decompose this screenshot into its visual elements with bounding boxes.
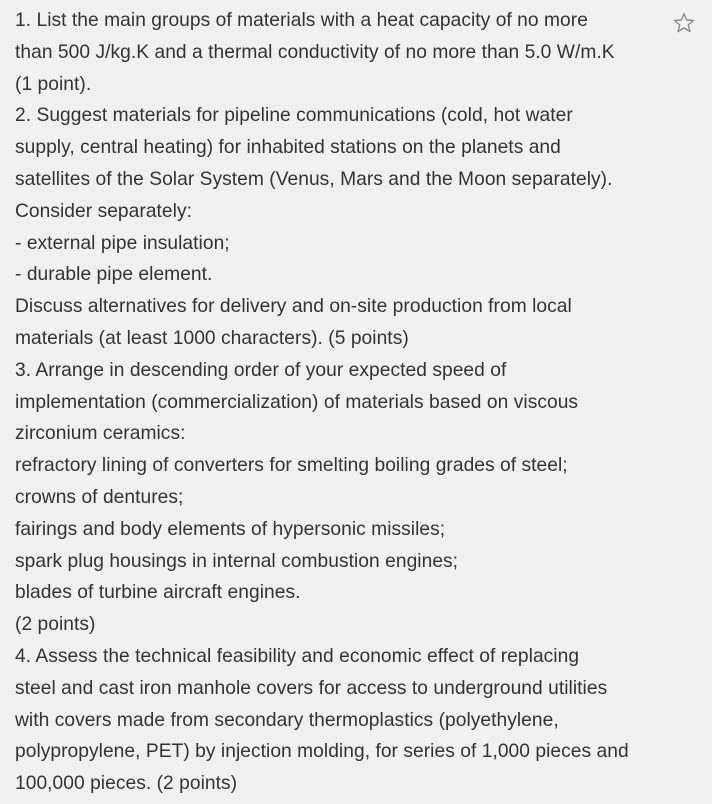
- text-line: supply, central heating) for inhabited stations on the planets and: [15, 137, 561, 159]
- text-line: 100,000 pieces. (2 points): [15, 773, 238, 795]
- text-line: Consider separately:: [15, 200, 192, 222]
- text-line: with covers made from secondary thermoplastics (polyethylene,: [15, 709, 559, 731]
- text-line: polypropylene, PET) by injection molding, for series of 1,000 pieces and: [15, 741, 629, 763]
- text-line: 1. List the main groups of materials with a heat capacity of no more: [15, 10, 588, 31]
- text-line: 4. Assess the technical feasibility and economic effect of replacing: [15, 645, 580, 667]
- text-line: than 500 J/kg.K and a thermal conductivity of no more than 5.0 W/m.K: [15, 41, 615, 63]
- text-line: crowns of dentures;: [15, 486, 184, 508]
- text-line: satellites of the Solar System (Venus, Mars and the Moon separately).: [15, 168, 613, 190]
- text-line: (1 point).: [15, 73, 92, 95]
- text-line: zirconium ceramics:: [15, 423, 186, 445]
- text-line: (2 points): [15, 614, 96, 636]
- text-line: blades of turbine aircraft engines.: [15, 582, 301, 604]
- text-line: Discuss alternatives for delivery and on-site production from local: [15, 296, 572, 318]
- assignment-text: [15, 5, 665, 800]
- text-line: implementation (commercialization) of materials based on viscous: [15, 391, 579, 413]
- text-line: - durable pipe element.: [15, 264, 213, 286]
- text-line: - external pipe insulation;: [15, 232, 230, 254]
- text-line: materials (at least 1000 characters). (5 points): [15, 327, 409, 349]
- text-line: fairings and body elements of hypersonic missiles;: [15, 518, 446, 540]
- text-line: 2. Suggest materials for pipeline communications (cold, hot water: [15, 105, 573, 127]
- text-line: 3. Arrange in descending order of your expected speed of: [15, 359, 507, 381]
- text-line: refractory lining of converters for smelting boiling grades of steel;: [15, 455, 568, 477]
- star-outline-icon[interactable]: [672, 11, 696, 35]
- star-outline-icon-svg: [672, 11, 696, 35]
- text-line: spark plug housings in internal combustion engines;: [15, 550, 459, 572]
- text-line: steel and cast iron manhole covers for access to underground utilities: [15, 677, 608, 699]
